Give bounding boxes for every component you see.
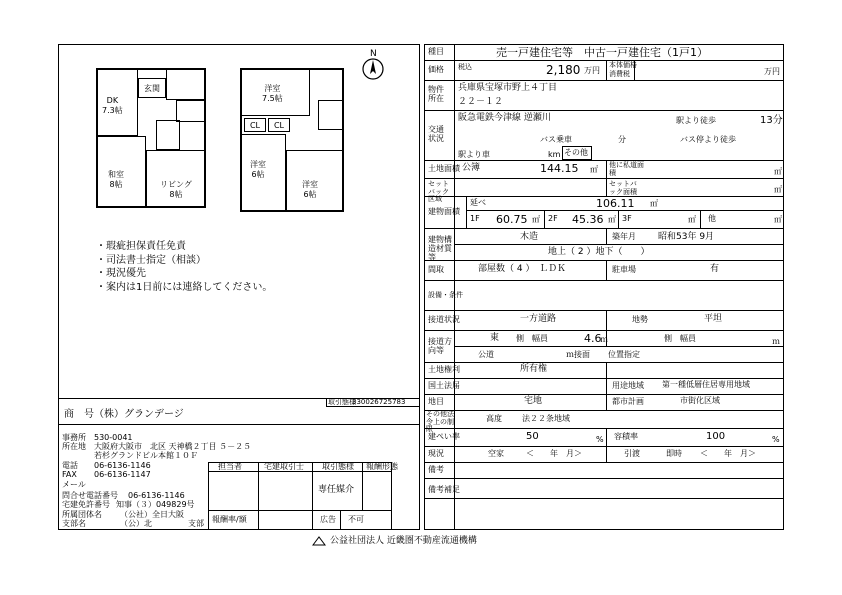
total-area-unit: ㎡ [650,199,658,208]
note-item: ・現況優先 [96,268,146,279]
room-2f-cl-2: CL [273,121,285,130]
ad-value: 不可 [348,515,364,524]
branch-tail: 支部 [188,519,204,528]
coverage-label: 建ぺい率 [428,432,460,441]
coverage-unit: % [596,435,604,444]
station-name: 阪急電鉄今津線 逆瀬川 [458,113,551,123]
road-2-label: 側 幅員 [664,334,696,343]
staff-header: 取引態様 [322,462,354,471]
parking-label: 駐車場 [612,265,636,274]
road-dir-label: 接道方向等 [428,337,452,355]
terrain-value: 平坦 [704,314,723,324]
room-washitsu: 和室 8帖 [108,170,124,189]
price-value: 2,180 [546,63,581,77]
built-value: 昭和53年 9月 [658,232,715,242]
type-label: 種目 [428,47,444,56]
road-1-width: 4.6 [584,332,602,345]
bus-stop-label: バス停より徒歩 [680,135,736,144]
type-value: 売一戸建住宅等 中古一戸建住宅（1戸1） [496,46,708,59]
access-label: 交通状況 [428,125,444,143]
station-distance-label: 駅より車 [458,150,490,159]
handover-date: ＜ 年 月＞ [700,449,756,458]
other-area-unit: ㎡ [774,215,782,224]
f1-label: 1F [470,214,480,223]
status-date: ＜ 年 月＞ [526,449,582,458]
address-line-2: 若杉グランドビル本館１０Ｆ [94,451,198,460]
fee-label: 報酬率/額 [212,515,247,524]
building-area-label: 建物面積 [428,207,460,216]
organization-logo-icon [312,536,326,546]
built-label: 築年月 [612,232,636,241]
bus-minutes: 分 [618,135,626,144]
terrain-label: 地勢 [632,315,648,324]
f1-area-value: 60.75 [496,213,528,226]
status-label: 現況 [428,449,444,458]
f1-area-unit: ㎡ [532,215,540,224]
tax-label-2: 消費税 [609,70,630,78]
use-zone-value: 第一種低層住居専用地域 [662,380,750,389]
mail-label: メール [62,480,86,489]
inquiry-label: 問合せ電話番号 [62,491,118,500]
ad-label: 広告 [320,515,336,524]
company-name: 商 号（株）グランデージ [64,409,184,420]
setback-label: セットバック区域 [428,180,449,204]
location-label: 物件所在 [428,85,444,103]
road-1-unit: ｍ [600,335,608,344]
mode-value: 専任媒介 [318,485,355,495]
use-zone-label: 用途地域 [612,381,644,390]
land-use-value: 宅地 [524,396,543,406]
note-item: ・司法書士指定（相談） [96,255,206,266]
road-kind: 公道 [478,350,494,359]
room-2f-yoshitsu-1: 洋室 7.5帖 [262,84,283,103]
room-genkan: 玄関 [144,84,160,93]
far-label: 容積率 [614,432,638,441]
footer-organization: 公益社団法人 近畿圏不動産流通機構 [330,536,477,546]
private-road-unit: ㎡ [774,167,782,176]
station-km: km [548,150,561,159]
f2-area-unit: ㎡ [608,215,616,224]
room-2f-yoshitsu-3: 洋室 6帖 [302,180,318,199]
room-2f-cl-1: CL [249,121,261,130]
land-right-label: 土地権利 [428,365,460,374]
price-unit: 万円 [584,66,600,75]
walk-label: 駅より徒歩 [676,116,716,125]
legal-value-1: 高度 [486,414,502,423]
land-area-label: 土地面積 [428,164,460,173]
f3-label: 3F [622,214,632,223]
branch-label: 支部名 [62,519,86,528]
assoc-value: （公社）全日大阪 [120,510,184,519]
compass-label: N [370,49,377,59]
inquiry-value: 06-6136-1146 [128,491,185,500]
total-area-value: 106.11 [596,197,635,210]
remarks-label: 備考 [428,465,444,474]
license-number: 330026725783 [352,398,406,406]
office-label: 事務所 [62,433,86,442]
land-right-value: 所有権 [520,364,548,374]
road-2-unit: ｍ [772,337,780,346]
tax-unit: 万円 [764,67,780,76]
layout-label: 間取 [428,265,444,274]
price-tax-label: 税込 [458,63,472,71]
land-area-kind: 公簿 [462,163,481,173]
room-dk: DK 7.3帖 [102,96,123,115]
fax-value: 06-6136-1147 [94,470,151,479]
layout-value: 部屋数（ 4 ） ＬＤＫ [478,264,566,274]
setback-area-label: セットバック面積 [609,180,637,196]
postal-code: 530-0041 [94,433,133,442]
location-line-2: ２２－１２ [458,97,504,107]
license-label: 取引態様 [328,398,356,406]
road-designation: 位置指定 [608,350,640,359]
note-item: ・案内は1日前には連絡してください。 [96,282,273,293]
total-label: 延べ [470,198,486,207]
floors-value: 地上（ 2 ）地下（ ） [548,247,650,257]
parking-value: 有 [710,264,720,274]
builder-label: 宅建免許番号 [62,500,110,509]
tax-label: 本体価格 [609,61,637,69]
room-living: リビング 8帖 [160,180,192,199]
address-line-1: 大阪府大阪市 北区 天神橋２丁目 ５－２５ [94,442,252,451]
notes-label: 備考補足 [428,485,460,494]
staff-header: 宅建取引士 [264,462,304,471]
note-item: ・瑕疵担保責任免責 [96,241,186,252]
fax-label: FAX [62,470,77,479]
far-value: 100 [706,431,726,442]
road-contact: ｍ接面 [566,350,590,359]
f3-area-unit: ㎡ [688,215,696,224]
setback-unit: ㎡ [774,185,782,194]
handover-label: 引渡 [624,449,640,458]
walk-minutes: 13分 [760,115,783,126]
staff-header: 報酬形態 [366,462,398,471]
legal-label: その他法令上の制限 [426,410,454,434]
tel-label: 電話 [62,461,78,470]
land-law-label: 国土法届 [428,381,460,390]
road-status-label: 接道状況 [428,315,460,324]
city-plan-label: 都市計画 [612,397,644,406]
private-road-label: 他に私道面積 [609,161,644,177]
land-area-unit: ㎡ [590,165,598,174]
handover-value: 即時 [666,449,682,458]
room-2f-yoshitsu-2: 洋室 6帖 [250,160,266,179]
address-label: 所在地 [62,442,86,451]
land-area-value: 144.15 [540,162,579,175]
road-1-direction: 東 [490,333,500,343]
road-status-value: 一方道路 [520,314,557,324]
bus-label: バス乗車 [540,135,572,144]
price-label: 価格 [428,65,444,74]
far-unit: % [772,435,780,444]
legal-value-2: 法２２条地域 [522,414,570,423]
f2-area-value: 45.36 [572,213,604,226]
tel-value: 06-6136-1146 [94,461,151,470]
status-value: 空家 [488,449,504,458]
assoc-label: 所属団体名 [62,510,102,519]
coverage-value: 50 [526,431,539,442]
land-use-label: 地目 [428,397,444,406]
structure-label: 建物構造材質等 [428,235,452,262]
facility-label: 設備・条件 [428,291,463,299]
structure-value: 木造 [520,232,539,242]
builder-value: 知事（３）049829号 [116,500,195,509]
branch-value: （公）北 [120,519,152,528]
other-label: その他 [564,148,588,157]
f2-label: 2F [548,214,558,223]
other-area-label: 他 [708,214,716,223]
city-plan-value: 市街化区域 [680,396,720,405]
staff-header: 担当者 [218,462,242,471]
location-line-1: 兵庫県宝塚市野上４丁目 [458,83,558,93]
road-1-label: 側 幅員 [516,334,548,343]
compass-icon [361,57,385,81]
